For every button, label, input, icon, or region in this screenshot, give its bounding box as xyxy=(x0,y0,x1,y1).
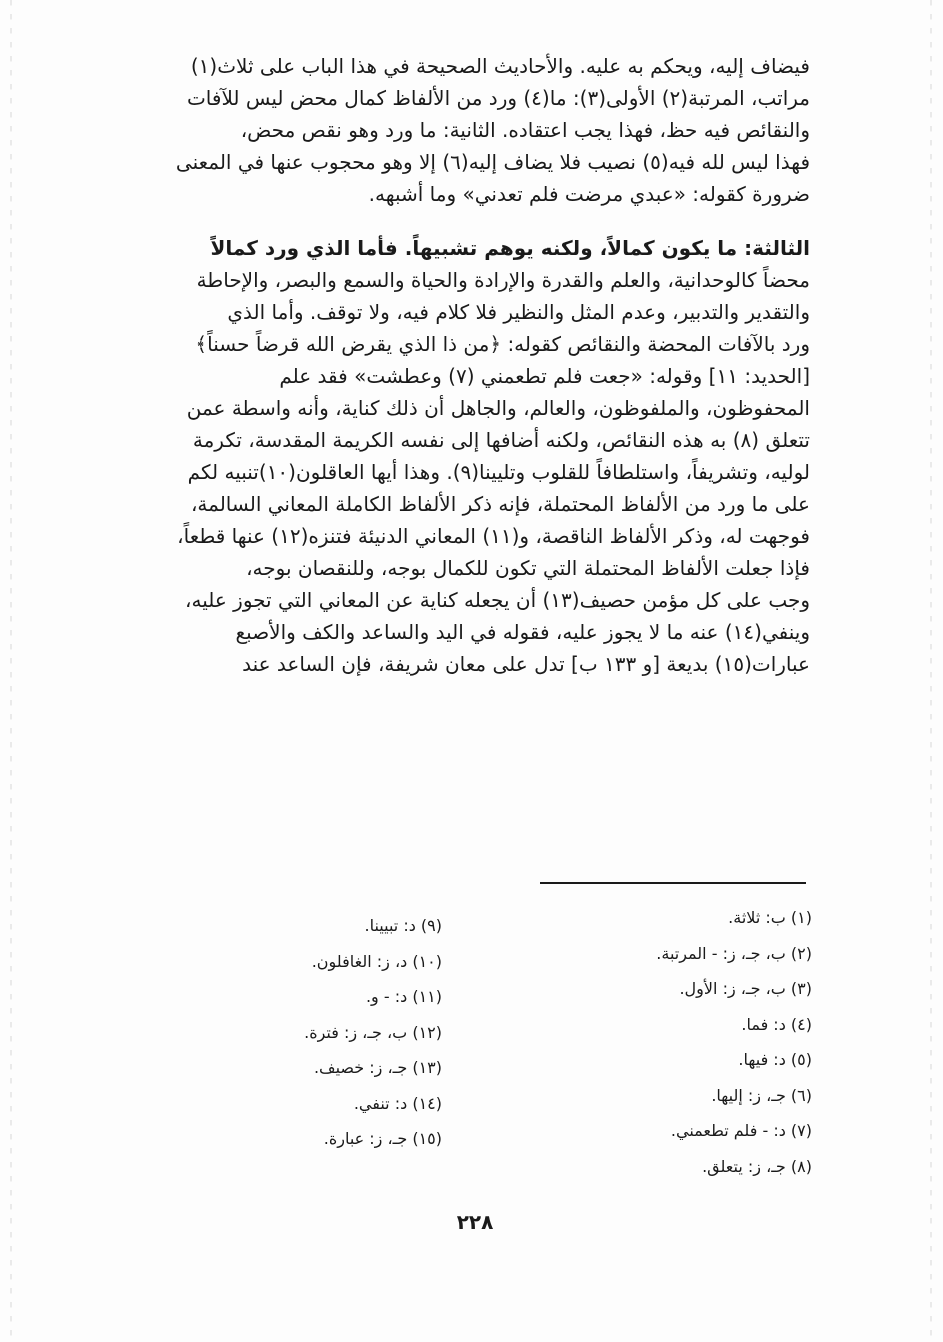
text-line: فوجهت له، وذكر الألفاظ الناقصة، و(١١) المعاني الدنيئة فتنزه(١٢) عنها قطعاً، xyxy=(177,524,810,548)
scan-margin-right xyxy=(930,0,932,1342)
text-line: فيضاف إليه، ويحكم به عليه. والأحاديث الصحيحة في هذا الباب على ثلاث(١) xyxy=(190,54,810,78)
footnote: (١) ب: ثلاثة. xyxy=(728,908,812,927)
footnote: (٧) د: - فلم تطعمني. xyxy=(670,1121,812,1140)
footnote: (٤) د: فما. xyxy=(741,1014,812,1034)
text-line: فإذا جعلت الألفاظ المحتملة التي تكون للكمال بوجه، وللنقصان بوجه، xyxy=(246,556,810,580)
footnote: (١٢) ب، جـ، ز: فترة. xyxy=(304,1022,442,1042)
footnote: (٨) جـ، ز: يتعلق. xyxy=(702,1156,812,1176)
text-line: وينفي(١٤) عنه ما لا يجوز عليه، فقوله في اليد والساعد والكف والأصبع xyxy=(235,620,810,644)
page-number: ٢٢٨ xyxy=(456,1210,494,1234)
footnote: (١٥) جـ، ز: عبارة. xyxy=(323,1129,442,1148)
footnote: (٩) د: تبيينا. xyxy=(364,916,442,935)
footnote: (١٠) د، ز: الغافلون. xyxy=(311,951,442,971)
footnote: (١٣) جـ، ز: خصيف. xyxy=(313,1058,442,1077)
text-line: والنقائص فيه حظ، فهذا يجب اعتقاده. الثانية: ما ورد وهو نقص محض، xyxy=(240,118,810,142)
text-line: والتقدير والتدبير، وعدم المثل والنظير فلا كلام فيه، ولا توقف. وأما الذي xyxy=(227,300,810,324)
footnote: (٢) ب، جـ، ز: - المرتبة. xyxy=(656,943,812,963)
text-line: مراتب، المرتبة(٢) الأولى(٣): ما(٤) ورد من الألفاظ كمال محض ليس للآفات xyxy=(186,86,810,110)
text-line: على ما ورد من الألفاظ المحتملة، فإنه ذكر الألفاظ الكاملة المعاني السالمة، xyxy=(190,492,810,516)
text-line: ورد بالآفات المحضة والنقائص كقوله: ﴿من ذا الذي يقرض الله قرضاً حسناً﴾ xyxy=(195,332,810,356)
footnote-divider xyxy=(540,882,806,884)
text-line: المحفوظون، والملفوظون، والعالم، والجاهل أن ذلك كناية، وأنه واسطة عمن xyxy=(186,396,810,420)
footnote: (٥) د: فيها. xyxy=(738,1050,812,1069)
text-line: ضرورة كقوله: «عبدي مرضت فلم تعدني» وما أشبهه. xyxy=(368,182,810,206)
footnote: (٦) جـ، ز: إليها. xyxy=(711,1085,812,1105)
text-line: لوليه، وتشريفاً، واستلطافاً للقلوب وتليينا(٩). وهذا أيها العاقلون(١٠)تنبيه لكم xyxy=(187,460,810,484)
text-line: تتعلق (٨) به هذه النقائص، ولكنه أضافها إلى نفسه الكريمة المقدسة، تكرمة xyxy=(192,428,810,452)
main-text xyxy=(98,50,810,680)
footnote: (٣) ب، جـ، ز: الأول. xyxy=(679,979,812,998)
footnote: (١٤) د: تنفي. xyxy=(353,1093,442,1113)
paragraph-gap xyxy=(98,210,810,232)
footnotes-left-column xyxy=(220,908,442,1157)
text-line: وجب على كل مؤمن حصيف(١٣) أن يجعله كناية عن المعاني التي تجوز عليه، xyxy=(185,588,810,612)
text-line: فهذا ليس لله فيه(٥) نصيب فلا يضاف إليه(٦) إلا وهو محجوب عنها في المعنى xyxy=(175,150,810,174)
text-line: محضاً كالوحدانية، والعلم والقدرة والإرادة والحياة والسمع والبصر، والإحاطة xyxy=(196,268,810,292)
scan-margin-left xyxy=(10,0,12,1342)
text-line: [الحديد: ١١] وقوله: «جعت فلم تطعمني (٧) وعطشت» فقد علم xyxy=(279,364,810,388)
footnotes-right-column xyxy=(560,900,812,1184)
footnote: (١١) د: - و. xyxy=(365,987,442,1006)
text-line: عبارات(١٥) بديعة [و ١٣٣ ب] تدل على معان شريفة، فإن الساعد عند xyxy=(242,652,810,676)
text-line: الثالثة: ما يكون كمالاً، ولكنه يوهم تشبيهاً. فأما الذي ورد كمالاً xyxy=(210,236,810,260)
